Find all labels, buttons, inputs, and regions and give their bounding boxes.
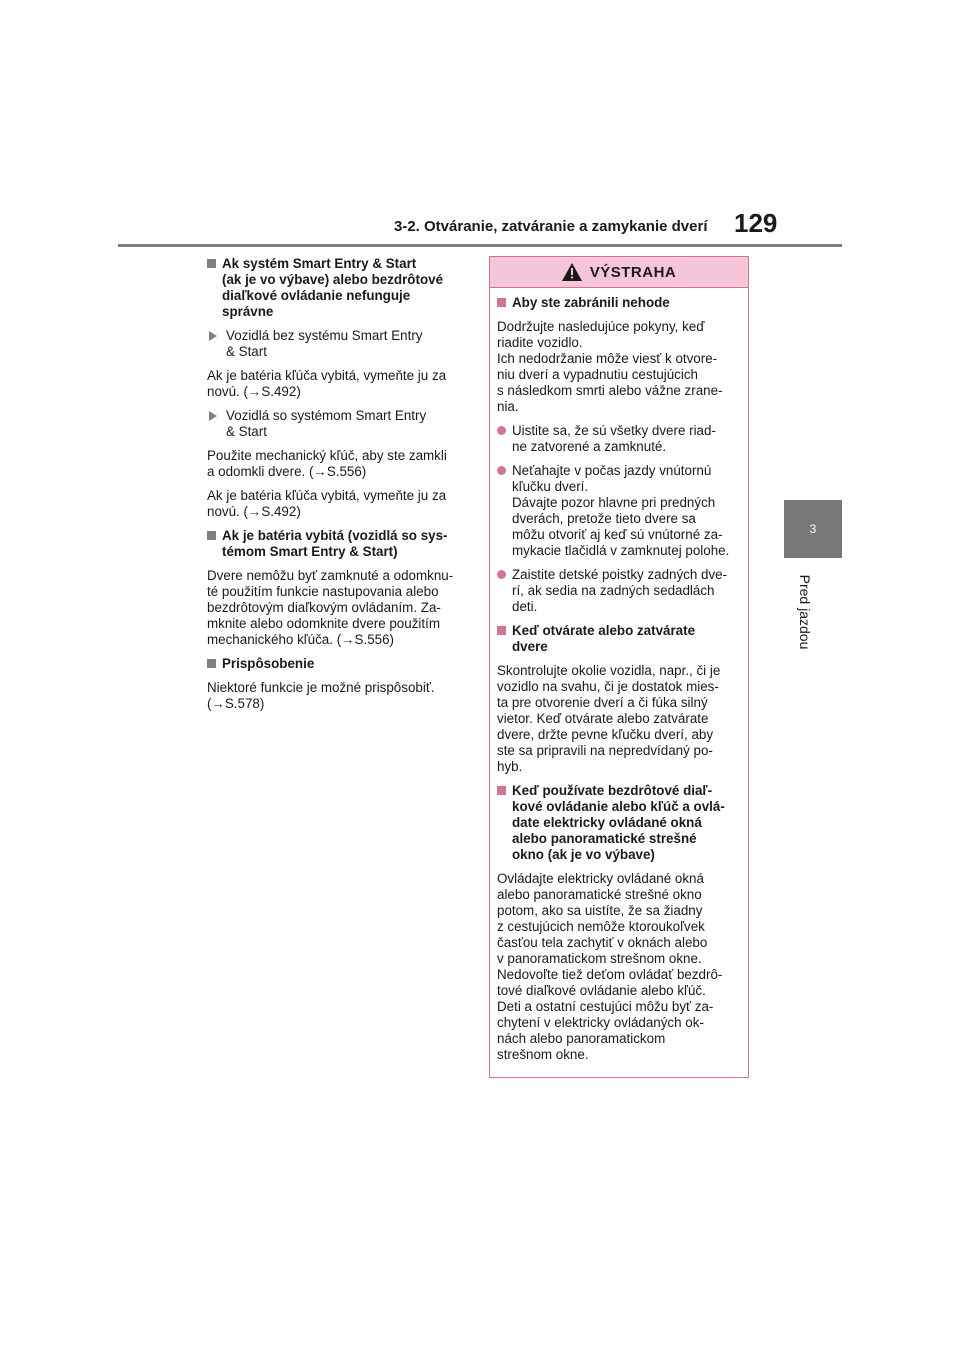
section-heading: Ak je batéria vybitá (vozidlá so sys- témom Smart Entry & Start) bbox=[207, 528, 469, 560]
warning-heading: Aby ste zabránili nehode bbox=[497, 295, 741, 311]
page-number: 129 bbox=[734, 208, 778, 238]
warning-bullet: Zaistite detské poistky zadných dve- rí, ak sedia na zadných sedadlách deti. bbox=[497, 567, 741, 615]
square-bullet-icon bbox=[207, 259, 216, 268]
warning-bullet: Neťahajte v počas jazdy vnútornú kľučku dverí. Dávajte pozor hlavne pri predných dverách, pretože tieto dvere sa môžu otvoriť aj keď sú vnútorné za- mykacie tlačidlá v zamknutej polohe. bbox=[497, 463, 741, 559]
dot-bullet-icon bbox=[497, 466, 506, 475]
running-header: 3-2. Otváranie, zatváranie a zamykanie dverí bbox=[394, 218, 708, 235]
paragraph: Dvere nemôžu byť zamknuté a odomknu- té použitím funkcie nastupovania alebo bezdrôtovým diaľkovým ovládaním. Za- mknite alebo odomknite dvere použitím mechanického kľúča. (→S.556) bbox=[207, 568, 454, 647]
dot-bullet-icon bbox=[497, 570, 506, 579]
warning-paragraph: Dodržujte nasledujúce pokyny, keď riadite vozidlo. Ich nedodržanie môže viesť k otvore- niu dverí a vypadnutiu cestujúcich s následkom smrti alebo vážne zrane- nia. bbox=[497, 319, 723, 414]
warning-box bbox=[489, 256, 749, 1078]
dot-bullet-icon bbox=[497, 426, 506, 435]
chapter-label: Pred jazdou bbox=[797, 574, 813, 650]
paragraph: Ak je batéria kľúča vybitá, vymeňte ju za novú. (→S.492) bbox=[207, 488, 447, 519]
square-bullet-icon bbox=[497, 298, 506, 307]
section-heading: Prispôsobenie bbox=[207, 656, 469, 672]
paragraph: Niektoré funkcie je možné prispôsobiť. (→S.578) bbox=[207, 680, 435, 711]
paragraph: Použite mechanický kľúč, aby ste zamkli a odomkli dvere. (→S.556) bbox=[207, 448, 447, 479]
warning-heading: Keď používate bezdrôtové diaľ- kové ovládanie alebo kľúč a ovlá- date elektricky ovládané okná alebo panoramatické strešné okno (ak je vo výbave) bbox=[497, 783, 741, 863]
warning-paragraph: Ovládajte elektricky ovládané okná alebo panoramatické strešné okno potom, ako sa uistíte, že sa žiadny z cestujúcich nemôže ktoroukoľvek časťou tela zachytiť v oknách alebo v panoramatickom strešnom okne. Nedovoľte tiež deťom ovládať bezdrô- tové diaľkové ovládanie alebo kľúč. Deti a ostatní cestujúci môžu byť za- chytení v elektricky ovládaných ok- nách alebo panoramatickom strešnom okne. bbox=[497, 871, 723, 1062]
warning-heading: Keď otvárate alebo zatvárate dvere bbox=[497, 623, 741, 655]
square-bullet-icon bbox=[207, 659, 216, 668]
section-heading: Ak systém Smart Entry & Start (ak je vo výbave) alebo bezdrôtové diaľkové ovládanie nefunguje správne bbox=[207, 256, 469, 320]
warning-header bbox=[490, 257, 748, 288]
warning-bullet: Uistite sa, že sú všetky dvere riad- ne zatvorené a zamknuté. bbox=[497, 423, 741, 455]
warning-title: VÝSTRAHA bbox=[589, 263, 677, 281]
header-rule bbox=[118, 244, 842, 247]
warning-triangle-icon bbox=[562, 263, 582, 281]
warning-body bbox=[490, 288, 748, 1063]
warning-paragraph: Skontrolujte okolie vozidla, napr., či je vozidlo na svahu, či je dostatok mies- ta pre otvorenie dverí a či fúka silný vietor. Keď otvárate alebo zatvárate dvere, držte pevne kľučku dverí, aby ste sa pripravili na nepredvídaný po- hyb. bbox=[497, 663, 721, 774]
triangle-bullet-icon bbox=[209, 411, 217, 421]
left-column bbox=[207, 256, 469, 720]
square-bullet-icon bbox=[207, 531, 216, 540]
triangle-bullet-icon bbox=[209, 331, 217, 341]
subsection-heading: Vozidlá bez systému Smart Entry & Start bbox=[207, 328, 469, 360]
paragraph: Ak je batéria kľúča vybitá, vymeňte ju za novú. (→S.492) bbox=[207, 368, 447, 399]
square-bullet-icon bbox=[497, 626, 506, 635]
chapter-tab bbox=[784, 500, 842, 558]
chapter-number: 3 bbox=[809, 522, 817, 536]
subsection-heading: Vozidlá so systémom Smart Entry & Start bbox=[207, 408, 469, 440]
square-bullet-icon bbox=[497, 786, 506, 795]
